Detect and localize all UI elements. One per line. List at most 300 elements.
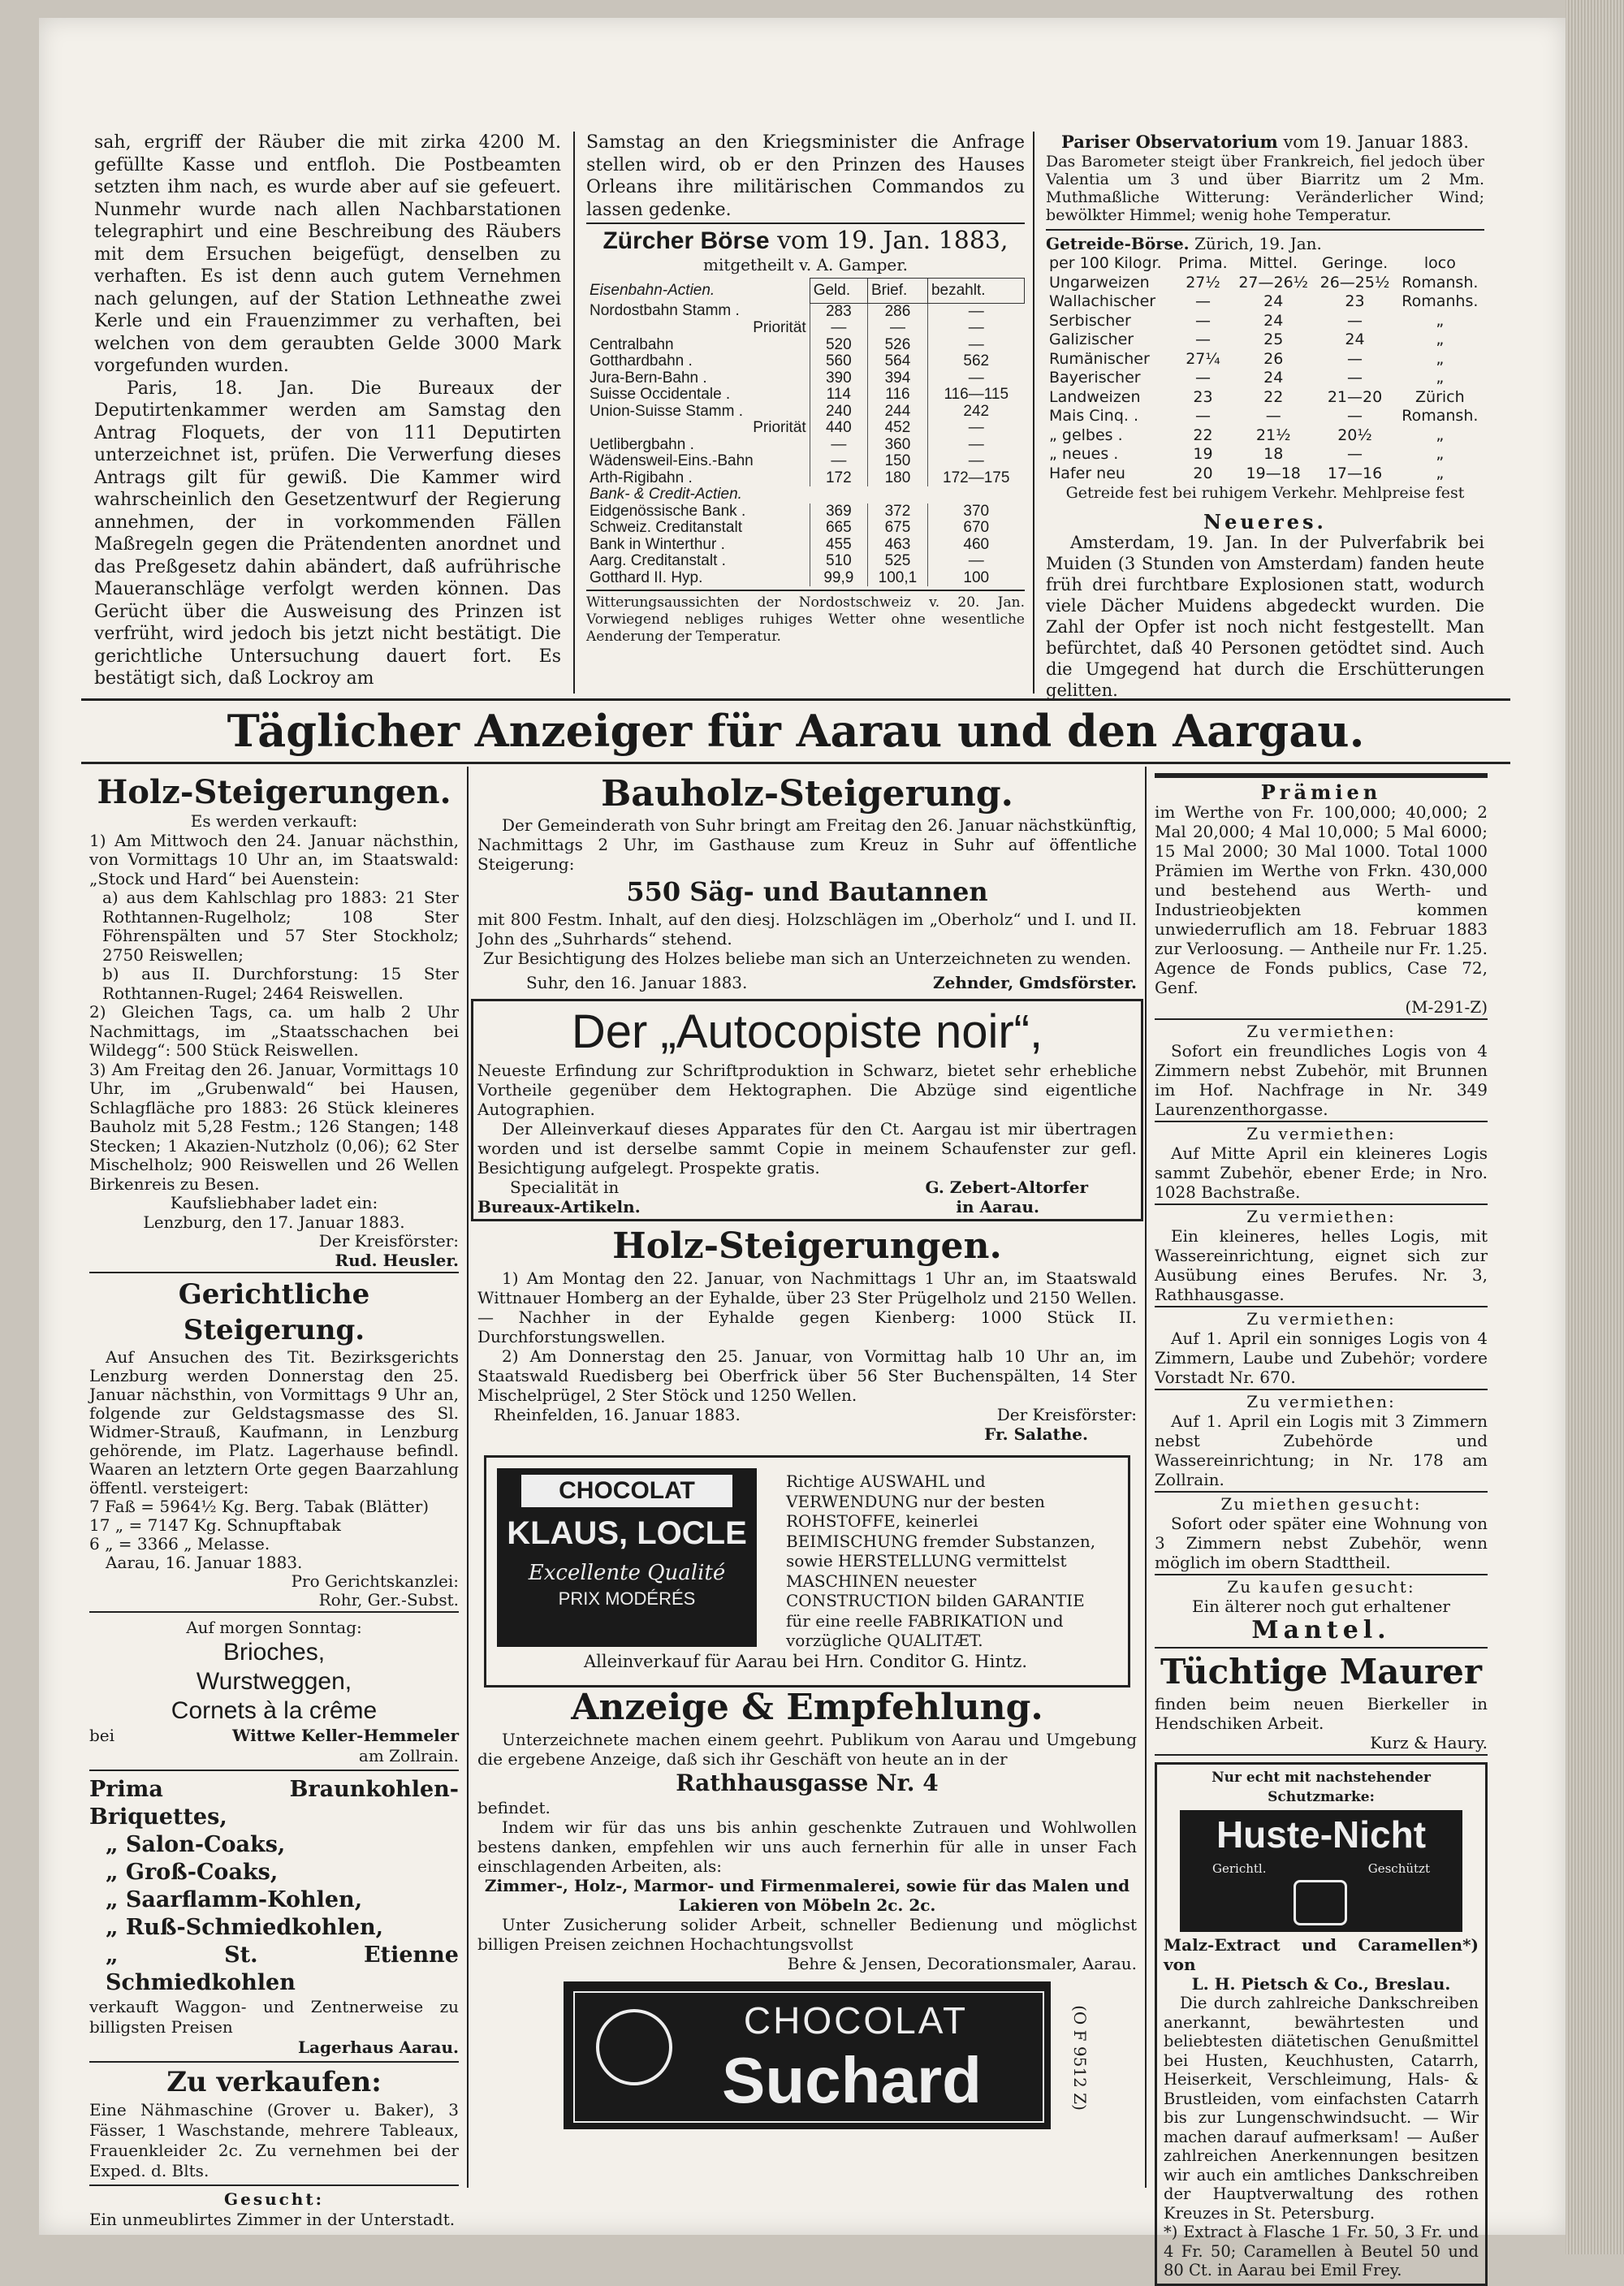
getreide-cell: „ [1436,426,1445,444]
holz2-title: Holz-Steigerungen. [612,1225,1002,1267]
boerse-header: bezahlt. [927,279,1024,304]
boerse-cell: 562 [927,353,1024,370]
getreide-cell: Mais Cinq. . [1049,407,1139,425]
getreide-cell: — [1347,311,1363,330]
observatory-text: Das Barometer steigt über Frankreich, fiel jedoch über Valentia um 3 und über Biarritz um 2 Mm. Muthmaßliche Witterung: Veränderlicher Wind; bewölkter Himmel; wenig hohe Temperatur. [1046,153,1484,224]
holz2-text: 2) Am Donnerstag den 25. Januar, von Vormittag halb 10 Uhr an, im Staatswald Ruedisberg bei Oberfrick über 56 Ster Buchenspälten, 14 Ster Mischelprügel, 2 Ster Stöck und 1250 Wellen. [477,1346,1137,1405]
rule [586,590,1025,591]
anzeige-address: Rathhausgasse Nr. 4 [676,1770,939,1796]
bauholz-text: mit 800 Festm. Inhalt, auf den diesj. Holzschlägen im „Oberholz“ und I. und II. John des „Suhrhards“ stehend. [477,910,1137,949]
boerse-cell: — [927,320,1024,337]
boerse-cell: 369 [810,503,867,521]
boerse-source: mitgetheilt v. A. Gamper. [702,255,908,274]
rule [81,698,1510,701]
huste-logo [1180,1810,1462,1932]
brioches-line: Cornets à la crême [171,1697,378,1724]
getreide-row [1046,407,1484,426]
neueres-text: Amsterdam, 19. Jan. In der Pulverfabrik bei Muiden (3 Stunden von Amsterdam) fanden heute früh drei furchtbare Explosionen statt, wodurch viele Dächer Muidens abgedeckt wurden. Die Zahl der Opfer ist noch nicht festgestellt. Man befürchtet, daß 40 Personen getödtet sind. Auch die Umgegend hat durch die Erschütterungen gelitten. [1046,533,1484,700]
getreide-cell: — [1347,349,1363,368]
getreide-row [1046,388,1484,408]
kaufen-big: Mantel. [1251,1616,1391,1644]
holz-signature: Rud. Heusler. [335,1250,459,1270]
boerse-cell: 390 [810,370,867,387]
rule [89,1611,459,1613]
boerse-cell: Wädensweil-Eins.-Bahn [590,452,754,469]
boerse-row [586,520,1025,537]
suchard-brand: Suchard [721,2044,983,2116]
holz2-text: 1) Am Montag den 22. Januar, von Nachmittags 1 Uhr an, im Staatswald Wittnauer Homberg an der Eyhalde, über 23 Ster Prügelholz und 2150 Wellen. — Nachher in der Eyhalde gegen Kienberg: 1000 Stück II. Durchforstungswellen. [477,1268,1137,1346]
getreide-cell: 24 [1345,331,1365,348]
getreide-cell: — [1347,407,1363,425]
boerse-cell: Priorität [753,319,806,336]
boerse-cell: Schweiz. Creditanstalt [590,519,742,536]
kohlen-line: „ Salon-Coaks, [106,1832,286,1857]
rental-ad-title: Zu miethen gesucht: [1220,1494,1422,1514]
getreide-cell: 27½ [1186,273,1220,292]
maurer-text: finden beim neuen Bierkeller in Hendschiken Arbeit. [1155,1694,1488,1733]
getreide-cell: 19—18 [1246,464,1301,482]
rule [1155,1754,1488,1756]
getreide-cell: Romansh. [1402,407,1479,425]
getreide-cell: „ [1436,445,1445,463]
boerse-cell: — [927,420,1024,437]
getreide-row [1046,426,1484,446]
rule [89,2184,459,2186]
boerse-cell: 116 [867,387,927,404]
getreide-cell: 21—20 [1327,387,1383,406]
bauholz-big: 550 Säg- und Bautannen [626,876,988,907]
anzeige-signature: Behre & Jensen, Decorationsmaler, Aarau. [787,1954,1137,1973]
getreide-cell: 24 [1263,369,1284,387]
getreide-cell: 27—26½ [1238,273,1309,292]
getreide-cell: — [1195,292,1211,310]
gerichtliche-signature: Pro Gerichtskanzlei: [291,1571,459,1591]
verkaufen-text: Eine Nähmaschine (Grover u. Baker), 3 Fässer, 1 Waschstande, mehrere Tableaux, Frauenkleider 2c. Zu vernehmen bei der Exped. d. Blts. [89,2100,459,2180]
getreide-header: per 100 Kilogr. [1049,254,1162,272]
boerse-row [586,503,1025,521]
gerichtliche-signature: Rohr, Ger.-Subst. [318,1590,459,1610]
getreide-cell: 17—16 [1327,464,1383,482]
ads-right-column [1155,773,1488,2286]
boerse-row [586,470,1025,487]
weather-forecast: Witterungsaussichten der Nordostschweiz v. 20. Jan. Vorwiegend nebliges ruhiges Wetter ohne wesentliche Aenderung der Temperatur. [586,594,1025,645]
suchard-top: CHOCOLAT [743,1999,969,2042]
kohlen-signature: Lagerhaus Aarau. [297,2038,459,2057]
gerichtliche-title: Gerichtliche Steigerung. [178,1278,370,1346]
getreide-cell: Zürich [1415,387,1465,406]
autocopiste-text: Neueste Erfindung zur Schriftproduktion in Schwarz, bietet sehr erhebliche Vortheile gegenüber dem Hektographen. Die Abzüge sind eigentliche Autographien. [477,1061,1137,1119]
rental-ad-title: Zu vermiethen: [1246,1392,1396,1411]
getreide-cell: 25 [1263,331,1284,348]
getreide-cell: 20½ [1337,426,1372,444]
boerse-row [586,453,1025,470]
anzeige-text: befindet. [477,1798,551,1817]
brioches-where: am Zollrain. [358,1746,459,1765]
boerse-cell: Union-Suisse Stamm . [590,402,744,420]
news-paragraph: sah, ergriff der Räuber die mit zirka 4200 M. gefüllte Kasse und entfloh. Die Postbeamten setzten ihm nach, es wurde aber auf sie gefeuert. Nunmehr wurde nach allen Nachbarstationen telegraphirt und eine Beschreibung des Räubers mit dem Ersuchen beigefügt, denselben zu verhaften. Es ist denn auch gutem Vernehmen nach gelungen, auf der Station Lethneathe zwei Kerle und ein Frauenzimmer zu verhaften, bei welchen von dem geraubten Gelde 3000 Mark vorgefunden wurden. [94,132,561,376]
getreide-cell: — [1265,407,1281,425]
boerse-title: Zürcher Börse [603,227,770,254]
rental-ad-title: Zu vermiethen: [1246,1309,1396,1329]
rule [1155,1389,1488,1390]
rule [1155,1203,1488,1205]
getreide-cell: 24 [1263,311,1284,330]
news-paragraph: Samstag an den Kriegsminister die Anfrage stellen wird, ob er den Prinzen des Hauses Orleans ihre militärischen Commandos zu lassen gedenke. [586,132,1025,220]
getreide-cell: Bayerischer [1049,369,1141,387]
rental-ad-text: Sofort ein freundliches Logis von 4 Zimmern nebst Zubehör, mit Brunnen im Hof. Nachfrage in Nr. 349 Laurenzenthorgasse. [1155,1041,1488,1119]
boerse-block [586,227,1025,646]
boerse-cell: Arth-Rigibahn . [590,469,693,486]
news-paragraph: Paris, 18. Jan. Die Bureaux der Deputirtenkammer werden am Samstag den Antrag Floquets, der von 111 Deputirten unterzeichnet ist, prüfen. Die Verwerfung dieses Antrags gilt für gewiß. Die Kammer wird wahrscheinlich den Gesetzentwurf der Regierung annehmen, der in vorkommenden Fällen Maßregeln gegen die Prätendenten anordnet und das Preßgesetz dahin abändert, daß aufrührische Maueranschläge verfolgt werden können. Das Gerücht über die Ausweisung des Prinzen ist verfrüht, wird jedoch bis jetzt nicht bestätigt. Die gerichtliche Untersuchung dauert fort. Es bestätigt sich, daß Lockroy am [94,378,561,689]
news-column-1 [94,132,561,690]
kohlen-line: „ Saarflamm-Kohlen, [106,1887,363,1912]
rule [1155,1306,1488,1307]
maurer-title: Tüchtige Maurer [1160,1652,1482,1692]
getreide-row [1046,445,1484,465]
getreide-cell: — [1195,331,1211,348]
rental-ad-text: Ein kleineres, helles Logis, mit Wassereinrichtung, eignet sich zur Ausübung eines Berufes. Nr. 3, Rathhausgasse. [1155,1226,1488,1304]
boerse-cell: Nordostbahn Stamm . [590,302,740,320]
boerse-table [586,278,1025,586]
bauholz-text: Der Gemeinderath von Suhr bringt am Freitag den 26. Januar nächstkünftig, Nachmittags 2 Uhr, im Gasthause zum Kreuz in Suhr auf öffentliche Steigerung: [477,815,1137,874]
boerse-row [586,404,1025,421]
getreide-cell: — [1195,369,1211,387]
boerse-cell: 510 [810,553,867,570]
klaus-text: Richtige AUSWAHL und VERWENDUNG nur der besten ROHSTOFFE, keinerlei BEIMISCHUNG fremder Substanzen, sowie HERSTELLUNG vermittelst MASCHINEN neuester CONSTRUCTION bilden GARANTIE für eine reelle FABRIKATION und vorzügliche QUALITÆT. [786,1471,1096,1650]
rental-ad-title: Zu vermiethen: [1246,1207,1396,1226]
holz-text: 1) Am Mittwoch den 24. Januar nächsthin, von Vormittags 10 Uhr an, im Staatswald: „Stock und Hard“ bei Auenstein: [89,830,459,888]
boerse-cell: 100 [927,570,1024,587]
brioches-who: Wittwe Keller-Hemmeler [231,1726,459,1745]
holz-text: b) aus II. Durchforstung: 15 Ster Rothtannen-Rugel; 2464 Reiswellen. [102,964,459,1003]
observatory-title: Pariser Observatorium [1061,132,1278,152]
rental-ad-text: Auf 1. April ein sonniges Logis von 4 Zimmern, Laube und Zubehör; vordere Vorstadt Nr. 670. [1155,1329,1488,1387]
autocopiste-text: Der Alleinverkauf dieses Apparates für den Ct. Aargau ist mir übertragen worden und ist derselbe sammt Copie in meinem Schaufenster zur gefl. Besichtigung aufgelegt. Prospekte gratis. [477,1119,1137,1178]
trademark-icon [1294,1880,1347,1925]
boerse-cell: 394 [867,370,927,387]
holz-text: Es werden verkauft: [190,811,358,831]
boerse-cell: Suisse Occidentale . [590,386,731,403]
kaufen-title: Zu kaufen gesucht: [1227,1577,1415,1597]
boerse-cell: Eidgenössische Bank . [590,502,746,520]
boerse-cell: 116—115 [927,387,1024,404]
column-rule [573,132,575,694]
rental-ad-text: Auf Mitte April ein kleineres Logis sammt Zubehör, ebener Erde; in Nro. 1028 Bachstraße. [1155,1143,1488,1202]
boerse-cell: — [867,320,927,337]
boerse-cell: Centralbahn [590,335,674,353]
gesucht-title: Gesucht: [224,2189,324,2209]
autocopiste-signature: G. Zebert-Altorfer [925,1178,1088,1197]
huste-top: Nur echt mit nachstehender Schutzmarke: [1212,1770,1431,1805]
klaus-logo-prices: PRIX MODÉRÉS [558,1588,696,1609]
boerse-cell: — [927,370,1024,387]
rule [89,1272,459,1273]
column-rule [467,767,469,2188]
boerse-cell: Jura-Bern-Bahn . [590,369,707,387]
boerse-cell: 360 [867,437,927,454]
kohlen-text: verkauft Waggon- und Zentnerweise zu billigsten Preisen [89,1997,459,2037]
boerse-date: vom 19. Jan. 1883, [777,227,1009,255]
bauholz-text: Zur Besichtigung des Holzes beliebe man sich an Unterzeichneten zu wenden. [482,949,1132,968]
brioches-line: Brioches, [222,1639,326,1666]
column-rule [1033,132,1034,694]
boerse-row [586,303,1025,320]
boerse-header: Eisenbahn-Actien. [590,282,715,299]
masthead: Täglicher Anzeiger für Aarau und den Aargau. [227,705,1365,757]
holz-signature: Der Kreisförster: [318,1231,459,1251]
boerse-cell: 560 [810,353,867,370]
getreide-cell: 18 [1263,445,1284,463]
boerse-cell: 283 [810,303,867,320]
newspaper-page [39,18,1566,2280]
klaus-logo-top: CHOCOLAT [521,1475,732,1507]
boerse-cell: 665 [810,520,867,537]
holz-text: Kaufsliebhaber ladet ein: [170,1193,378,1212]
getreide-header: Mittel. [1249,254,1298,272]
rental-ad-text: Auf 1. April ein Logis mit 3 Zimmern nebst Zubehörde und Wassereinrichtung; in Nr. 178 am Zollrain. [1155,1411,1488,1489]
huste-text: Die durch zahlreiche Dankschreiben anerkannt, bewährtesten und beliebtesten diätetischen Genußmittel bei Husten, Keuchhusten, Catarrh, Heiserkeit, Verschleimung, Hals- & Brustleiden, vom einfachsten Catarrh bis zur Lungenschwindsucht. — Wir machen darauf aufmerksam! — Außer zahlreichen Anerkennungen besitzen wir auch ein amtliches Dankschreiben der Hauptverwaltung des rothen Kreuzes in St. Petersburg. [1164,1994,1479,2223]
getreide-cell: Rumänischer [1049,349,1150,368]
boerse-cell: 372 [867,503,927,521]
getreide-header: loco [1423,254,1456,272]
boerse-row [586,553,1025,570]
rental-ad-title: Zu vermiethen: [1246,1124,1396,1143]
holz2-signature: Fr. Salathe. [984,1424,1088,1444]
boerse-row [586,353,1025,370]
getreide-header: Geringe. [1321,254,1389,272]
boerse-cell: 463 [867,537,927,554]
getreide-cell: Ungarweizen [1049,273,1150,292]
boerse-row [586,537,1025,554]
brioches-line: Wurstweggen, [196,1668,352,1695]
suchard-code: (O F 9512 Z) [1070,2005,1090,2111]
rule [1155,1647,1488,1649]
boerse-cell: Gotthardbahn . [590,352,693,369]
getreide-cell: „ [1436,369,1445,387]
praemien-title: Prämien [1260,780,1382,804]
boerse-cell: Priorität [753,419,806,436]
rule [1155,1574,1488,1575]
getreide-cell: — [1347,369,1363,387]
getreide-cell: 21½ [1255,426,1291,444]
boerse-cell: Gotthard II. Hyp. [590,568,703,586]
boerse-cell: 286 [867,303,927,320]
boerse-cell: 370 [927,503,1024,521]
getreide-cell: Romansh. [1402,273,1479,292]
autocopiste-title: Der „Autocopiste noir“, [571,1005,1043,1058]
holz-text: 2) Gleichen Tags, ca. um halb 2 Uhr Nachmittags, im „Staatsschachen bei Wildegg“: 500 Stück Reiswellen. [89,1002,459,1060]
ads-left-column [89,773,459,2230]
kohlen-line: Prima Braunkohlen-Briquettes, [89,1777,459,1830]
rule [1155,773,1488,778]
boerse-cell: 150 [867,453,927,470]
anzeige-title: Anzeige & Empfehlung. [571,1687,1043,1728]
boerse-row [586,570,1025,587]
rule [1155,1018,1488,1020]
klaus-logo [497,1468,757,1647]
getreide-cell: Romanhs. [1402,292,1479,310]
boerse-cell: 455 [810,537,867,554]
bauholz-place: Suhr, den 16. Januar 1883. [526,973,748,992]
bauholz-signature: Zehnder, Gmdsförster. [933,973,1137,992]
autocopiste-spec: Specialität in [510,1178,620,1197]
getreide-cell: 23 [1193,387,1213,406]
holz-text: 3) Am Freitag den 26. Januar, Vormittags 10 Uhr, im „Grubenwald“ bei Hausen, Schlagfläche pro 1883: 26 Stück kleineres Bauholz mit 5,28 Festm.; 126 Stangen; 148 Stecken; 1 Akazien-Nutzholz (0,06); 62 Ster Mischelholz; 900 Reiswellen und 26 Wellen Birkenreis zu Besen. [89,1059,459,1194]
getreide-cell: „ [1436,311,1445,330]
getreide-cell: 19 [1193,445,1213,463]
huste-box [1155,1762,1488,2286]
getreide-cell: „ [1436,464,1445,482]
praemien-text: im Werthe von Fr. 100,000; 40,000; 2 Mal 20,000; 4 Mal 10,000; 5 Mal 6000; 15 Mal 2000; 30 Mal 1000. Total 1000 Prämien im Werthe von Frkn. 430,000 und bestehend aus Werth- und Industrieobjekten kommen unwiederruflich am 18. Februar 1883 zur Verloosung. — Antheile nur Fr. 1.25. Agence de Fonds publics, Case 72, Genf. [1155,802,1488,997]
boerse-row [586,337,1025,354]
rental-ad-title: Zu vermiethen: [1246,1022,1396,1041]
boerse-cell: 525 [867,553,927,570]
getreide-cell: 26—25½ [1320,273,1390,292]
verkaufen-title: Zu verkaufen: [166,2066,382,2098]
brioches-bei: bei [89,1726,115,1745]
huste-logo-text: Huste-Nicht [1216,1813,1427,1856]
gesucht-text: Ein unmeublirtes Zimmer in der Unterstadt. [89,2210,456,2229]
rule [89,2061,459,2063]
boerse-cell: — [810,437,867,454]
getreide-cell: Galizischer [1049,331,1134,348]
kaufen-text: Ein älterer noch gut erhaltener [1192,1597,1450,1616]
getreide-cell: — [1347,445,1363,463]
news-column-3 [1046,132,1484,701]
kohlen-line: „ Ruß-Schmiedkohlen, [106,1915,383,1940]
holz2-signature: Der Kreisförster: [996,1405,1137,1424]
getreide-note: Getreide fest bei ruhigem Verkehr. Mehlpreise fest [1065,484,1465,502]
suchard-ad [564,1981,1051,2129]
getreide-cell: 26 [1263,349,1284,368]
getreide-cell: Serbischer [1049,311,1131,330]
getreide-cell: 20 [1193,464,1213,482]
kohlen-line: „ St. Etienne Schmiedkohlen [106,1942,459,1995]
anzeige-text: Zimmer-, Holz-, Marmor- und Firmenmalerei, sowie für das Malen und Lakieren von Möbeln 2c. 2c. [484,1876,1130,1915]
anzeige-text: Indem wir für das uns bis anhin geschenkte Zutrauen und Wohlwollen bestens danken, empfehlen wir uns auch fernerhin für alle in unser Fach einschlagenden Arbeiten, als: [477,1817,1137,1876]
getreide-cell: 27¼ [1186,349,1220,368]
observatory-date: vom 19. Januar 1883. [1283,132,1469,152]
boerse-cell: Uetlibergbahn . [590,435,694,453]
rule [1155,1121,1488,1122]
klaus-logo-mid: KLAUS, LOCLE [507,1515,747,1551]
klaus-logo-quality: Excellente Qualité [528,1561,726,1585]
neueres-title: Neueres. [1203,510,1327,534]
boerse-cell: 172 [810,470,867,487]
gerichtliche-item: 6 „ = 3366 „ Melasse. [89,1534,270,1554]
huste-text: Malz-Extract und Caramellen*) von [1164,1935,1479,1974]
gerichtliche-text: Auf Ansuchen des Tit. Bezirksgerichts Lenzburg werden Donnerstag den 25. Januar nächsthin, von Vormittags 9 Uhr an, folgende zur Geldstagsmasse des Sl. Widmer-Strauß, Kaufmann, in Lenzburg gehörende, im Platz. Lagerhause befindl. Waaren an letztern Orte gegen Baarzahlung öffentl. versteigert: [89,1347,459,1497]
brioches-intro: Auf morgen Sonntag: [186,1618,362,1637]
getreide-row [1046,369,1484,388]
boerse-cell: Aarg. Creditanstalt . [590,552,726,569]
boerse-cell: 670 [927,520,1024,537]
getreide-cell: — [1195,407,1211,425]
boerse-cell: 520 [810,337,867,354]
boerse-cell: 172—175 [927,470,1024,487]
kohlen-line: „ Groß-Coaks, [106,1860,279,1885]
boerse-cell: — [927,553,1024,570]
holz-text: a) aus dem Kahlschlag pro 1883: 21 Ster Rothtannen-Rugelholz; 108 Ster Föhrenspälten und 57 Ster Stockholz; 2750 Reiswellen; [102,888,459,965]
huste-logo-gerichtl: Gerichtl. [1212,1861,1267,1876]
column-rule [1145,767,1147,2188]
getreide-cell: 22 [1193,426,1213,444]
getreide-row [1046,465,1484,484]
maurer-signature: Kurz & Haury. [1370,1733,1488,1752]
holz2-place: Rheinfelden, 16. Januar 1883. [494,1405,741,1424]
getreide-cell: „ [1436,331,1445,348]
boerse-row [586,370,1025,387]
boerse-cell: 100,1 [867,570,927,587]
boerse-cell: 675 [867,520,927,537]
getreide-header: Prima. [1178,254,1228,272]
page-edge [1566,0,1624,2254]
boerse-header: Geld. [810,279,867,304]
boerse-cell: 99,9 [810,570,867,587]
gerichtliche-item: 17 „ = 7147 Kg. Schnupftabak [89,1515,341,1535]
getreide-cell: Hafer neu [1049,464,1125,482]
boerse-cell: — [927,303,1024,320]
boerse-cell: — [927,453,1024,470]
news-column-2 [586,132,1025,645]
boerse-cell: — [927,337,1024,354]
getreide-cell: — [1195,311,1211,330]
suchard-monogram-icon [596,2009,672,2085]
getreide-cell: „ gelbes . [1049,426,1123,444]
getreide-cell: 23 [1345,292,1365,310]
boerse-cell: 242 [927,404,1024,421]
anzeige-text: Unterzeichnete machen einem geehrt. Publikum von Aarau und Umgebung die ergebene Anzeige, daß sich ihr Geschäft von heute an in der [477,1730,1137,1769]
autocopiste-signature: in Aarau. [956,1197,1039,1216]
praemien-code: (M-291-Z) [1405,997,1488,1017]
getreide-row [1046,292,1484,312]
bauholz-title: Bauholz-Steigerung. [601,773,1013,815]
anzeige-text: Unter Zusicherung solider Arbeit, schneller Bedienung und möglichst billigen Preisen zeichnen Hochachtungsvollst [477,1915,1137,1954]
klaus-footer: Alleinverkauf für Aarau bei Hrn. Conditor G. Hintz. [583,1652,1028,1671]
rule [1046,229,1484,231]
gerichtliche-item: 7 Faß = 5964½ Kg. Berg. Tabak (Blätter) [89,1497,430,1516]
getreide-row [1046,274,1484,293]
boerse-cell: — [810,320,867,337]
getreide-place: Zürich, 19. Jan. [1194,234,1322,253]
boerse-section: Bank- & Credit-Actien. [590,486,742,503]
boerse-cell: — [927,437,1024,454]
boerse-cell: 460 [927,537,1024,554]
boerse-row [586,420,1025,437]
boerse-cell: 526 [867,337,927,354]
rental-ad-text: Sofort oder später eine Wohnung von 3 Zimmern nebst Zubehör, wenn möglich im obern Stadttheil. [1155,1514,1488,1572]
getreide-cell: Wallachischer [1049,292,1156,310]
boerse-cell: — [810,453,867,470]
boerse-row [586,387,1025,404]
getreide-cell: 22 [1263,387,1284,406]
getreide-table [1046,254,1484,483]
boerse-cell: Bank in Winterthur . [590,535,725,553]
holz-title: Holz-Steigerungen. [97,773,451,811]
getreide-title: Getreide-Börse. [1046,234,1190,253]
getreide-row [1046,331,1484,350]
rule [89,1770,459,1771]
getreide-cell: Landweizen [1049,387,1141,406]
boerse-cell: 452 [867,420,927,437]
boerse-row [586,437,1025,454]
holz-place: Lenzburg, den 17. Januar 1883. [143,1212,405,1232]
huste-logo-geschuetzt: Geschützt [1367,1861,1430,1876]
boerse-row [586,320,1025,337]
rule [586,223,1025,224]
boerse-cell: 180 [867,470,927,487]
boerse-cell: 244 [867,404,927,421]
